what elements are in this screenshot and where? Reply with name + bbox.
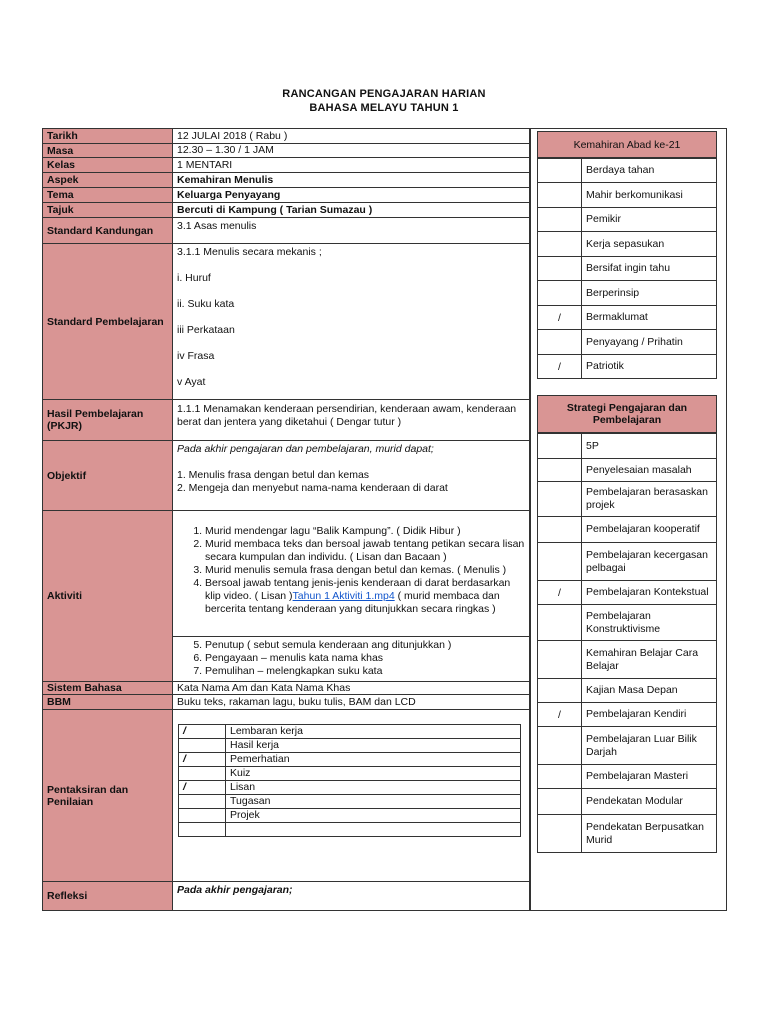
- abad21-item: [537, 182, 717, 208]
- strategi-label: Kajian Masa Depan: [586, 684, 678, 696]
- abad21-label: Bersifat ingin tahu: [586, 262, 671, 274]
- strategi-item: [537, 458, 717, 482]
- pentaksiran-table: [178, 724, 521, 837]
- sp-line: iii Perkataan: [177, 324, 235, 336]
- strategi-label: Pembelajaran Konstruktivisme: [586, 609, 661, 635]
- aktiviti-item: 1. Murid mendengar lagu “Balik Kampung”. ( Didik Hibur ): [205, 525, 525, 538]
- row-hasil-pembelajaran: [43, 400, 529, 441]
- strategi-label: Pembelajaran kooperatif: [586, 523, 700, 535]
- strategi-label: Pendekatan Berpusatkan Murid: [586, 820, 704, 846]
- pentaksiran-item: Kuiz: [226, 767, 521, 781]
- pentaksiran-row: [179, 739, 521, 753]
- row-pentaksiran: [43, 710, 529, 882]
- strategi-mark: [538, 459, 582, 481]
- aktiviti-item: 5. Penutup ( sebut semula kenderaan ang ditunjukkan ): [205, 639, 525, 652]
- aktiviti-item4-text: Bersoal jawab tentang jenis-jenis kenderaan di darat berdasarkan klip video. ( Lisan ): [205, 577, 511, 602]
- strategi-label: Pembelajaran kecergasan pelbagai: [586, 548, 708, 574]
- value-refleksi: Pada akhir pengajaran;: [177, 884, 293, 896]
- label-bbm: BBM: [43, 695, 173, 709]
- row-objektif: [43, 441, 529, 511]
- value-tema: Keluarga Penyayang: [177, 188, 281, 201]
- abad21-label: Berdaya tahan: [586, 164, 655, 176]
- label-standard-pembelajaran: Standard Pembelajaran: [43, 244, 173, 399]
- abad21-item: [537, 329, 717, 355]
- pentaksiran-mark: [179, 739, 226, 753]
- strategi-item: [537, 580, 717, 605]
- pentaksiran-mark: [179, 795, 226, 809]
- strategi-item: [537, 764, 717, 789]
- aktiviti-item: 6. Pengayaan – menulis kata nama khas: [205, 652, 525, 665]
- document-subtitle: BAHASA MELAYU TAHUN 1: [309, 102, 459, 114]
- sp-line: iv Frasa: [177, 350, 215, 362]
- pentaksiran-row: [179, 725, 521, 739]
- row-standard-kandungan: [43, 218, 529, 244]
- abad21-item: [537, 207, 717, 232]
- strategi-mark: [538, 543, 582, 580]
- pentaksiran-mark: /: [179, 753, 226, 767]
- row-kelas: [43, 158, 529, 173]
- objektif-item: 1. Menulis frasa dengan betul dan kemas: [177, 469, 370, 481]
- value-standard-kandungan: 3.1 Asas menulis: [177, 220, 257, 232]
- sp-line: v Ayat: [177, 376, 206, 388]
- lesson-plan-table: [42, 128, 530, 911]
- strategi-label: Pembelajaran Masteri: [586, 770, 689, 782]
- strategi-item: [537, 814, 717, 853]
- pentaksiran-item: Hasil kerja: [226, 739, 521, 753]
- abad21-mark: [538, 330, 582, 354]
- abad21-label: Pemikir: [586, 213, 622, 225]
- strategi-mark: [538, 679, 582, 702]
- abad21-mark: [538, 257, 582, 280]
- pentaksiran-row: [179, 767, 521, 781]
- strategi-label: Penyelesaian masalah: [586, 463, 692, 476]
- strategi-label: Pembelajaran Luar Bilik Darjah: [586, 732, 697, 758]
- abad21-item: [537, 231, 717, 257]
- label-tema: Tema: [43, 188, 173, 202]
- abad21-label: Mahir berkomunikasi: [586, 188, 683, 201]
- strategi-item: [537, 481, 717, 517]
- pentaksiran-item: Lisan: [226, 781, 521, 795]
- objektif-item: 2. Mengeja dan menyebut nama-nama kenderaan di darat: [177, 482, 448, 494]
- aktiviti-item: 7. Pemulihan – melengkapkan suku kata: [205, 665, 525, 678]
- strategi-item: [537, 702, 717, 727]
- video-link[interactable]: Tahun 1 Aktiviti 1.mp4: [292, 590, 395, 602]
- abad21-mark: /: [538, 355, 582, 378]
- strategi-item: [537, 604, 717, 641]
- value-hasil-pembelajaran: 1.1.1 Menamakan kenderaan persendirian, kenderaan awam, kenderaan berat dan jentera yang diketahui ( Dengar tutur ): [177, 403, 517, 428]
- label-pentaksiran: Pentaksiran dan Penilaian: [43, 710, 173, 881]
- value-tarikh: 12 JULAI 2018 ( Rabu ): [177, 129, 288, 142]
- abad21-heading: Kemahiran Abad ke-21: [537, 131, 717, 158]
- pentaksiran-row: [179, 781, 521, 795]
- label-masa: Masa: [43, 144, 173, 157]
- pentaksiran-row: [179, 795, 521, 809]
- strategi-mark: /: [538, 703, 582, 726]
- label-tajuk: Tajuk: [43, 203, 173, 217]
- value-standard-pembelajaran: [177, 246, 525, 399]
- abad21-item: [537, 354, 717, 379]
- strategi-mark: [538, 727, 582, 764]
- abad21-mark: [538, 208, 582, 231]
- strategi-mark: [538, 605, 582, 640]
- strategi-mark: [538, 815, 582, 852]
- strategi-mark: /: [538, 581, 582, 604]
- value-aspek: Kemahiran Menulis: [177, 173, 274, 186]
- row-refleksi: [43, 882, 529, 910]
- abad21-item: [537, 256, 717, 281]
- sp-line: ii. Suku kata: [177, 298, 235, 310]
- value-sistem-bahasa: Kata Nama Am dan Kata Nama Khas: [177, 681, 351, 694]
- strategi-item: [537, 640, 717, 679]
- strategi-item: [537, 678, 717, 703]
- strategi-label: Pembelajaran Kontekstual: [586, 586, 709, 598]
- abad21-item: [537, 280, 717, 306]
- strategi-item: [537, 542, 717, 581]
- abad21-mark: [538, 281, 582, 305]
- sp-line: i. Huruf: [177, 272, 211, 284]
- label-hasil-pembelajaran: Hasil Pembelajaran (PKJR): [43, 400, 173, 440]
- document-title: RANCANGAN PENGAJARAN HARIAN: [282, 88, 486, 100]
- pentaksiran-item: Lembaran kerja: [226, 725, 521, 739]
- label-refleksi: Refleksi: [43, 882, 173, 910]
- objektif-intro: Pada akhir pengajaran dan pembelajaran, murid dapat;: [177, 443, 434, 455]
- value-masa: 12.30 – 1.30 / 1 JAM: [177, 144, 274, 156]
- row-sistem-bahasa: [43, 681, 529, 695]
- value-bbm: Buku teks, rakaman lagu, buku tulis, BAM dan LCD: [177, 695, 416, 708]
- value-objektif: [177, 443, 525, 510]
- pentaksiran-row: [179, 823, 521, 837]
- strategi-mark: [538, 482, 582, 516]
- strategi-label: Pembelajaran Kendiri: [586, 708, 687, 720]
- label-objektif: Objektif: [43, 441, 173, 510]
- abad21-label: Berperinsip: [586, 286, 640, 299]
- abad21-label: Bermaklumat: [586, 311, 648, 323]
- abad21-label: Penyayang / Prihatin: [586, 335, 683, 348]
- abad21-mark: [538, 232, 582, 256]
- pentaksiran-item: [226, 823, 521, 837]
- value-aktiviti: [177, 525, 525, 637]
- aktiviti-item: 2. Murid membaca teks dan bersoal jawab tentang petikan secara lisan secara kumpulan dan individu. ( Lisan dan Bacaan ): [205, 538, 525, 564]
- sp-line: 3.1.1 Menulis secara mekanis ;: [177, 246, 322, 258]
- label-aktiviti: Aktiviti: [43, 511, 173, 681]
- strategi-heading: Strategi Pengajaran dan Pembelajaran: [537, 395, 717, 433]
- strategi-mark: [538, 765, 582, 788]
- row-tajuk: [43, 203, 529, 218]
- abad21-label: Kerja sepasukan: [586, 237, 665, 250]
- abad21-label: Patriotik: [586, 360, 624, 372]
- value-tajuk: Bercuti di Kampung ( Tarian Sumazau ): [177, 203, 373, 216]
- pentaksiran-mark: [179, 767, 226, 781]
- aktiviti-item: 3. Murid menulis semula frasa dengan betul dan kemas. ( Menulis ): [205, 564, 525, 577]
- strategi-label: Pendekatan Modular: [586, 795, 683, 807]
- value-kelas: 1 MENTARI: [177, 158, 233, 171]
- strategi-item: [537, 788, 717, 815]
- strategi-item: [537, 433, 717, 459]
- strategi-mark: [538, 789, 582, 814]
- pentaksiran-mark: [179, 823, 226, 837]
- pentaksiran-item: Tugasan: [226, 795, 521, 809]
- row-bbm: [43, 695, 529, 710]
- row-standard-pembelajaran: [43, 244, 529, 400]
- pentaksiran-item: Projek: [226, 809, 521, 823]
- strategi-mark: [538, 641, 582, 678]
- row-aktiviti: [43, 511, 529, 681]
- row-tarikh: [43, 129, 529, 144]
- row-tema: [43, 188, 529, 203]
- strategi-label: Pembelajaran berasaskan projek: [586, 486, 708, 511]
- aktiviti-item: [205, 577, 525, 616]
- strategi-item: [537, 516, 717, 543]
- abad21-mark: /: [538, 306, 582, 329]
- abad21-mark: [538, 159, 582, 182]
- strategi-label: Kemahiran Belajar Cara Belajar: [586, 646, 699, 672]
- row-masa: [43, 144, 529, 158]
- value-aktiviti-closing: [177, 639, 525, 681]
- label-kelas: Kelas: [43, 158, 173, 172]
- strategi-item: [537, 726, 717, 765]
- aktiviti-item4-tail: ( murid membaca dan bercerita tentang kenderaan yang ditunjukkan secara ringkas ): [205, 590, 500, 615]
- strategi-label: 5P: [586, 439, 599, 452]
- label-sistem-bahasa: Sistem Bahasa: [43, 682, 173, 694]
- pentaksiran-mark: /: [179, 725, 226, 739]
- pentaksiran-mark: [179, 809, 226, 823]
- abad21-item: [537, 305, 717, 330]
- strategi-mark: [538, 517, 582, 542]
- abad21-item: [537, 158, 717, 183]
- abad21-mark: [538, 183, 582, 207]
- row-aspek: [43, 173, 529, 188]
- pentaksiran-row: [179, 753, 521, 767]
- pentaksiran-row: [179, 809, 521, 823]
- pentaksiran-item: Pemerhatian: [226, 753, 521, 767]
- strategi-mark: [538, 434, 582, 458]
- label-standard-kandungan: Standard Kandungan: [43, 218, 173, 243]
- label-aspek: Aspek: [43, 173, 173, 187]
- label-tarikh: Tarikh: [43, 129, 173, 143]
- pentaksiran-mark: /: [179, 781, 226, 795]
